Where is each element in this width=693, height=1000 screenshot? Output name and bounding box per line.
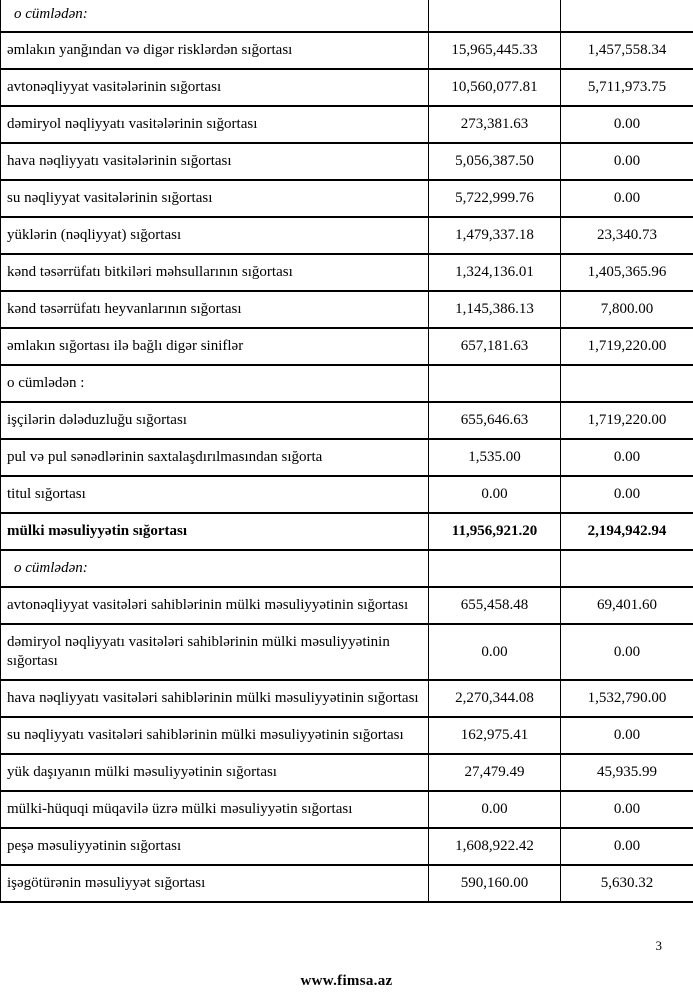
table-row [1, 754, 693, 791]
row-value-col1: 1,145,386.13 [429, 291, 561, 328]
row-value-col2: 0.00 [561, 717, 693, 754]
table-row [1, 624, 693, 680]
row-value-col2: 0.00 [561, 106, 693, 143]
row-label: o cümlədən: [1, 0, 429, 32]
row-value-col1: 15,965,445.33 [429, 32, 561, 69]
table-row [1, 717, 693, 754]
row-value-col1: 10,560,077.81 [429, 69, 561, 106]
row-label: peşə məsuliyyətinin sığortası [1, 828, 429, 865]
row-value-col1: 2,270,344.08 [429, 680, 561, 717]
row-label: işçilərin dələduzluğu sığortası [1, 402, 429, 439]
row-value-col1: 1,608,922.42 [429, 828, 561, 865]
row-value-col2: 0.00 [561, 791, 693, 828]
row-value-col1: 27,479.49 [429, 754, 561, 791]
row-value-col1: 273,381.63 [429, 106, 561, 143]
row-label: yük daşıyanın mülki məsuliyyətinin sığortası [1, 754, 429, 791]
row-value-col1 [429, 0, 561, 32]
row-value-col2: 0.00 [561, 143, 693, 180]
table-row [1, 365, 693, 402]
row-value-col2: 69,401.60 [561, 587, 693, 624]
row-label: hava nəqliyyatı vasitələrinin sığortası [1, 143, 429, 180]
table-row [1, 439, 693, 476]
row-value-col2: 1,719,220.00 [561, 402, 693, 439]
row-value-col2 [561, 365, 693, 402]
row-value-col2 [561, 0, 693, 32]
table-row [1, 680, 693, 717]
row-value-col1: 0.00 [429, 476, 561, 513]
row-label: kənd təsərrüfatı bitkiləri məhsullarının sığortası [1, 254, 429, 291]
row-label: işəgötürənin məsuliyyət sığortası [1, 865, 429, 902]
row-value-col1: 0.00 [429, 791, 561, 828]
row-value-col1: 655,646.63 [429, 402, 561, 439]
table-row [1, 476, 693, 513]
page-number: 3 [655, 938, 662, 953]
footer-website-text: www.fimsa.az [300, 973, 393, 989]
row-value-col1: 162,975.41 [429, 717, 561, 754]
row-value-col2: 1,405,365.96 [561, 254, 693, 291]
row-value-col2: 0.00 [561, 624, 693, 680]
insurance-table-body [1, 0, 693, 902]
row-value-col2: 23,340.73 [561, 217, 693, 254]
table-row [1, 254, 693, 291]
row-label: titul sığortası [1, 476, 429, 513]
row-value-col1: 5,722,999.76 [429, 180, 561, 217]
row-label: dəmiryol nəqliyyatı vasitələrinin sığortası [1, 106, 429, 143]
row-label: avtonəqliyyat vasitələri sahiblərinin mülki məsuliyyətinin sığortası [1, 587, 429, 624]
row-value-col2: 5,711,973.75 [561, 69, 693, 106]
row-value-col1 [429, 550, 561, 587]
row-label: o cümlədən : [1, 365, 429, 402]
table-row [1, 513, 693, 550]
table-row [1, 865, 693, 902]
row-value-col1: 5,056,387.50 [429, 143, 561, 180]
table-row [1, 291, 693, 328]
row-value-col2: 7,800.00 [561, 291, 693, 328]
table-row [1, 0, 693, 32]
row-label: əmlakın sığortası ilə bağlı digər siniflər [1, 328, 429, 365]
row-label: mülki məsuliyyətin sığortası [1, 513, 429, 550]
row-label: pul və pul sənədlərinin saxtalaşdırılmasından sığorta [1, 439, 429, 476]
table-row [1, 143, 693, 180]
row-value-col2: 1,532,790.00 [561, 680, 693, 717]
row-label: kənd təsərrüfatı heyvanlarının sığortası [1, 291, 429, 328]
table-row [1, 828, 693, 865]
row-value-col2: 0.00 [561, 439, 693, 476]
row-label: su nəqliyyat vasitələrinin sığortası [1, 180, 429, 217]
row-value-col2: 1,719,220.00 [561, 328, 693, 365]
row-value-col2 [561, 550, 693, 587]
row-value-col2: 0.00 [561, 476, 693, 513]
row-value-col1: 1,479,337.18 [429, 217, 561, 254]
table-row [1, 32, 693, 69]
row-label: mülki-hüquqi müqavilə üzrə mülki məsuliyyətin sığortası [1, 791, 429, 828]
table-row [1, 791, 693, 828]
row-label: yüklərin (nəqliyyat) sığortası [1, 217, 429, 254]
row-label: avtonəqliyyat vasitələrinin sığortası [1, 69, 429, 106]
row-label: hava nəqliyyatı vasitələri sahiblərinin mülki məsuliyyətinin sığortası [1, 680, 429, 717]
row-value-col2: 5,630.32 [561, 865, 693, 902]
table-row [1, 328, 693, 365]
row-value-col1: 655,458.48 [429, 587, 561, 624]
table-row [1, 587, 693, 624]
row-value-col1: 1,324,136.01 [429, 254, 561, 291]
table-row [1, 106, 693, 143]
table-row [1, 550, 693, 587]
row-value-col1: 11,956,921.20 [429, 513, 561, 550]
table-row [1, 69, 693, 106]
row-value-col2: 0.00 [561, 180, 693, 217]
row-value-col2: 2,194,942.94 [561, 513, 693, 550]
row-value-col1 [429, 365, 561, 402]
row-value-col2: 45,935.99 [561, 754, 693, 791]
row-label: o cümlədən: [1, 550, 429, 587]
row-label: əmlakın yanğından və digər risklərdən sığortası [1, 32, 429, 69]
row-label: dəmiryol nəqliyyatı vasitələri sahiblərinin mülki məsuliyyətinin sığortası [1, 624, 429, 680]
row-value-col2: 1,457,558.34 [561, 32, 693, 69]
row-value-col1: 657,181.63 [429, 328, 561, 365]
table-row [1, 217, 693, 254]
table-row [1, 180, 693, 217]
row-value-col2: 0.00 [561, 828, 693, 865]
row-value-col1: 0.00 [429, 624, 561, 680]
row-value-col1: 1,535.00 [429, 439, 561, 476]
table-row [1, 402, 693, 439]
row-label: su nəqliyyatı vasitələri sahiblərinin mülki məsuliyyətinin sığortası [1, 717, 429, 754]
row-value-col1: 590,160.00 [429, 865, 561, 902]
